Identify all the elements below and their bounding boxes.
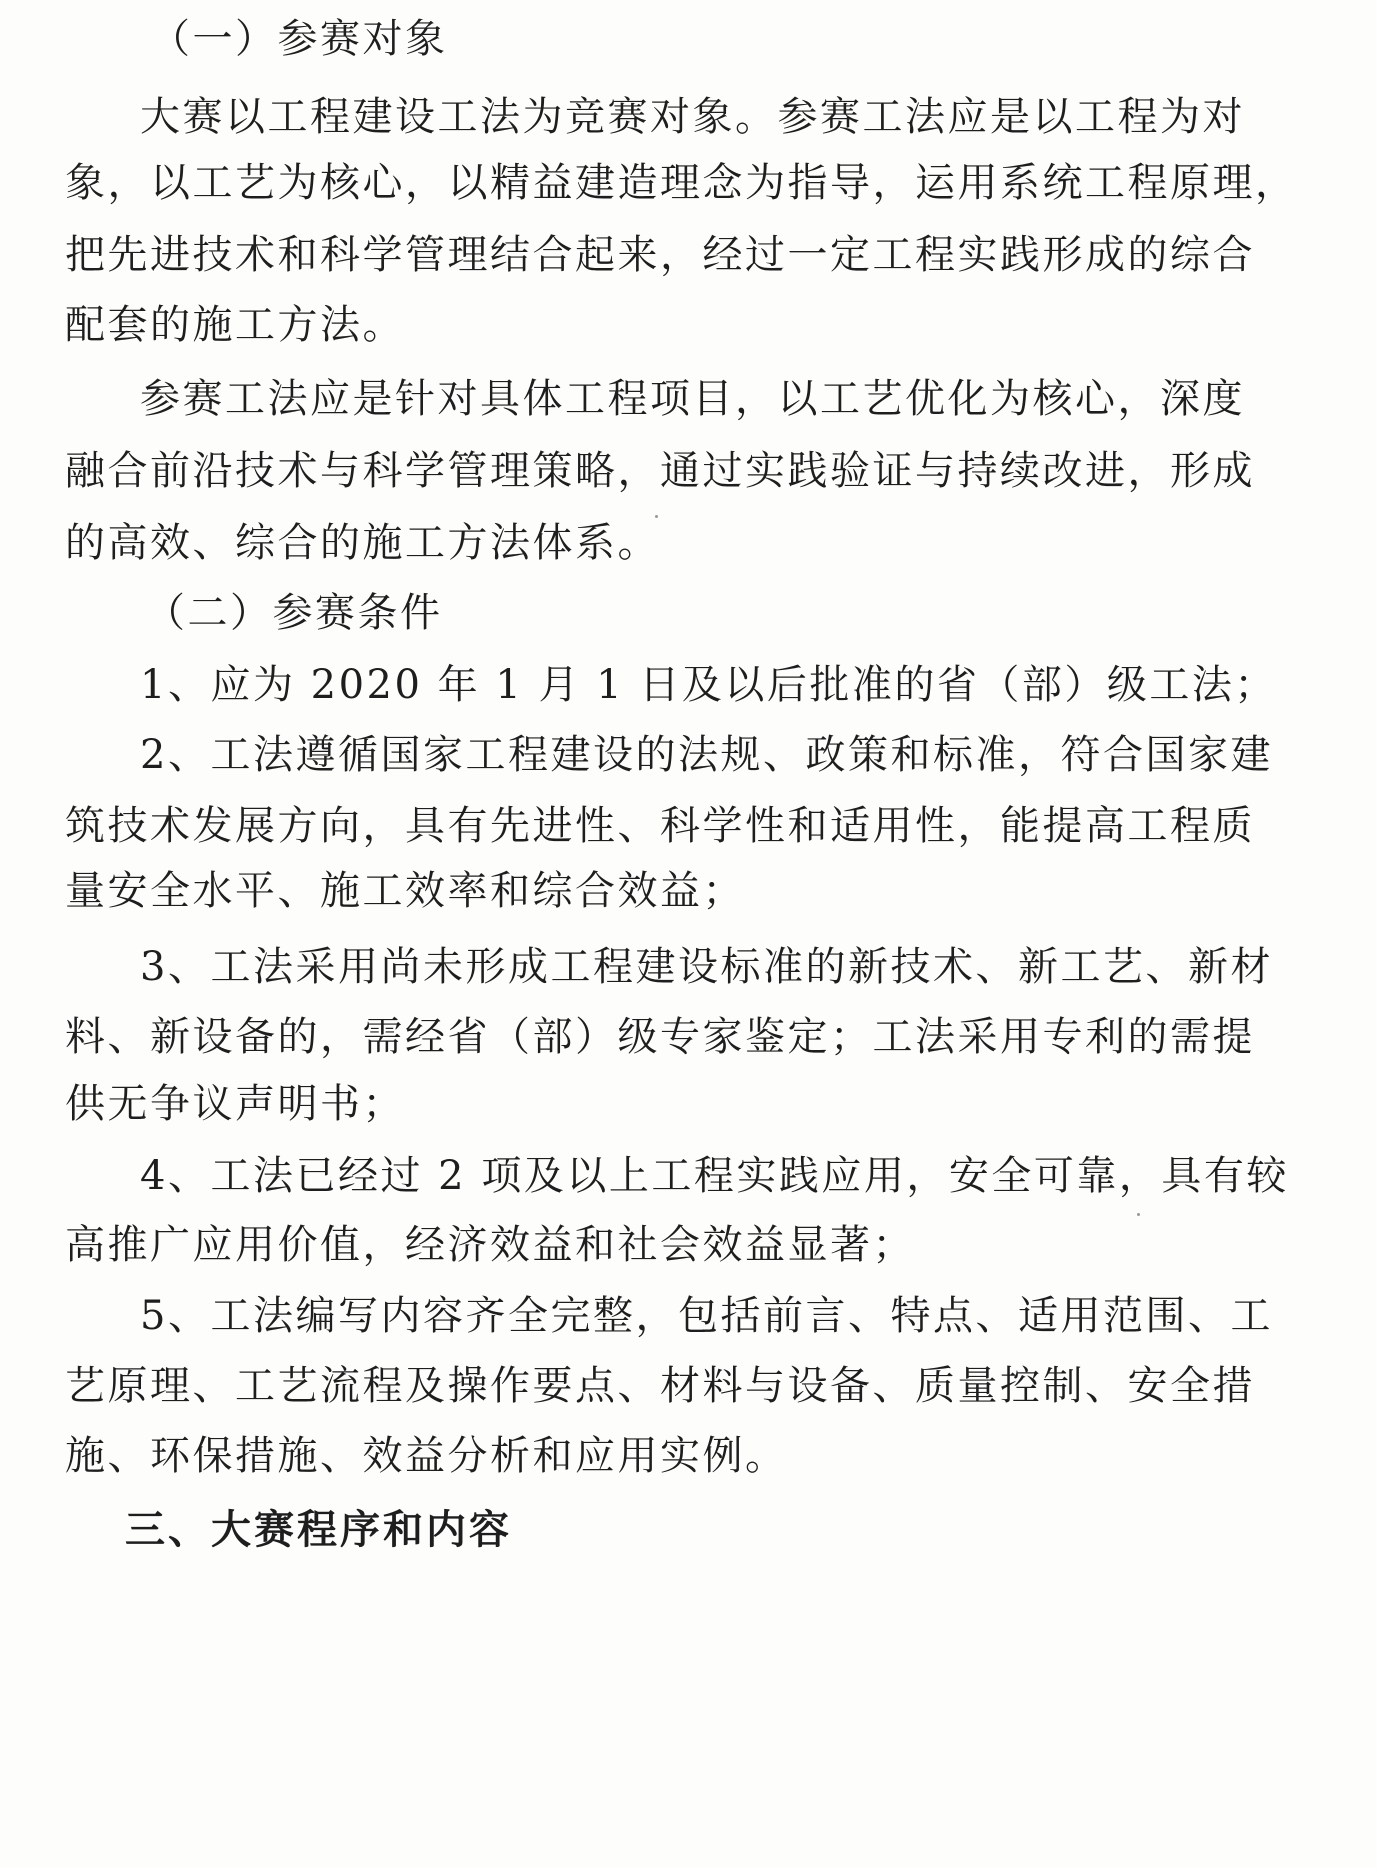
list-item-line: 筑技术发展方向，具有先进性、科学性和适用性，能提高工程质	[65, 803, 1255, 849]
paragraph-line: 把先进技术和科学管理结合起来，经过一定工程实践形成的综合	[65, 232, 1255, 278]
list-item-line: 量安全水平、施工效率和综合效益；	[65, 868, 745, 914]
list-item-line: 艺原理、工艺流程及操作要点、材料与设备、质量控制、安全措	[65, 1363, 1255, 1409]
list-item-line: 高推广应用价值，经济效益和社会效益显著；	[65, 1222, 915, 1268]
scan-speck	[1137, 1213, 1140, 1216]
list-item-line: 3、工法采用尚未形成工程建设标准的新技术、新工艺、新材	[140, 944, 1273, 990]
section-heading-procedure: 三、大赛程序和内容	[125, 1507, 512, 1553]
paragraph-line: 融合前沿技术与科学管理策略，通过实践验证与持续改进，形成	[65, 448, 1255, 494]
paragraph-line: 大赛以工程建设工法为竞赛对象。参赛工法应是以工程为对	[140, 94, 1245, 140]
section-heading-participants: （一）参赛对象	[150, 16, 448, 62]
list-item-line: 5、工法编写内容齐全完整，包括前言、特点、适用范围、工	[140, 1293, 1273, 1339]
paragraph-line: 象，以工艺为核心，以精益建造理念为指导，运用系统工程原理，	[65, 160, 1298, 206]
list-item-line: 施、环保措施、效益分析和应用实例。	[65, 1433, 788, 1479]
scan-speck	[655, 515, 658, 518]
list-item-line: 1、应为 2020 年 1 月 1 日及以后批准的省（部）级工法；	[140, 662, 1277, 708]
list-item-line: 4、工法已经过 2 项及以上工程实践应用，安全可靠，具有较	[140, 1153, 1289, 1199]
paragraph-line: 参赛工法应是针对具体工程项目，以工艺优化为核心，深度	[140, 376, 1245, 422]
list-item-line: 2、工法遵循国家工程建设的法规、政策和标准，符合国家建	[140, 732, 1273, 778]
list-item-line: 料、新设备的，需经省（部）级专家鉴定；工法采用专利的需提	[65, 1014, 1255, 1060]
list-item-line: 供无争议声明书；	[65, 1081, 405, 1127]
paragraph-line: 配套的施工方法。	[65, 302, 405, 348]
section-heading-conditions: （二）参赛条件	[145, 590, 443, 636]
paragraph-line: 的高效、综合的施工方法体系。	[65, 520, 660, 566]
